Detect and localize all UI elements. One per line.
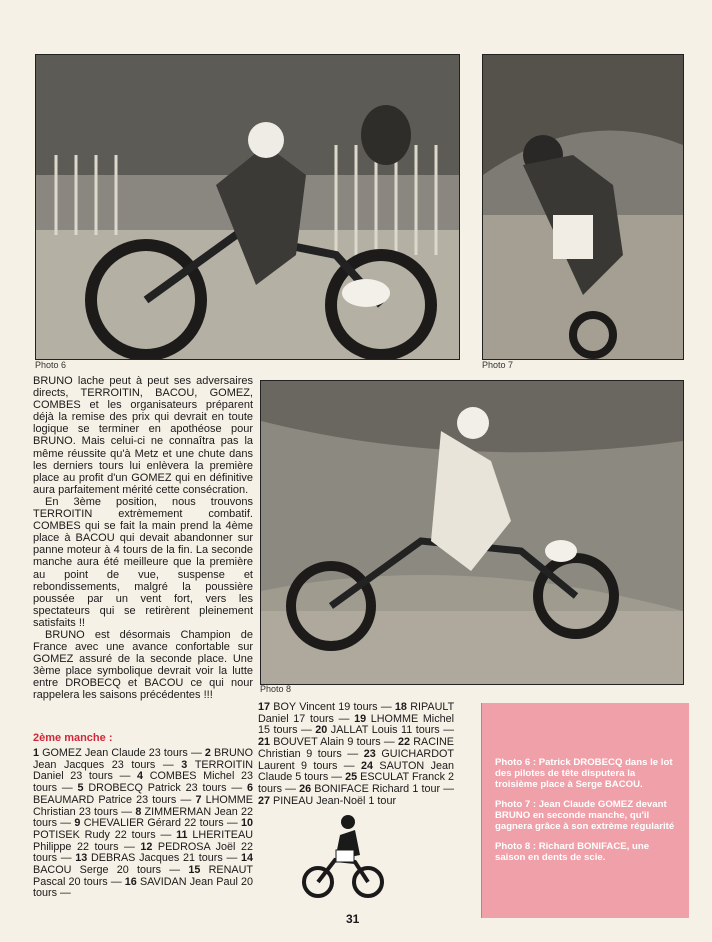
- result-entry: 25 ESCULAT Franck 2 tours —: [258, 771, 454, 795]
- result-detail: Christian 9 tours: [258, 747, 342, 760]
- result-rider-name: GUICHARDOT: [381, 747, 454, 760]
- result-rider-name: JALLAT: [330, 724, 372, 737]
- result-rider-name: PINEAU: [273, 794, 317, 807]
- photo-6: [35, 54, 460, 360]
- result-rider-name: BONIFACE: [314, 782, 372, 795]
- results-column-left: [33, 748, 253, 900]
- result-detail: Daniel 17 tours: [258, 712, 334, 725]
- result-entry: 5 DROBECQ Patrick 23 tours —: [77, 782, 247, 795]
- photo-6-label: Photo 6: [35, 360, 67, 370]
- result-entry: 7 LHOMME Christian 23 tours —: [33, 793, 253, 818]
- result-entry: 18 RIPAULT Daniel 17 tours —: [258, 701, 455, 725]
- result-position: 9: [74, 817, 84, 830]
- result-detail: Rudy 22 tours: [84, 828, 156, 841]
- result-entry: 13 DEBRAS Jacques 21 tours —: [75, 852, 241, 865]
- result-entry: 21 BOUVET Alain 9 tours —: [258, 736, 398, 749]
- result-rider-name: LHOMME: [370, 712, 423, 725]
- result-rider-name: RACINE: [413, 736, 454, 749]
- result-detail: Jean 22 tours: [33, 805, 253, 830]
- article-body: [33, 375, 253, 702]
- result-entry: 6 BEAUMARD Patrice 23 tours —: [33, 782, 253, 806]
- result-position: 20: [315, 724, 331, 737]
- result-position: 7: [195, 793, 206, 806]
- result-rider-name: POTISEK: [33, 828, 85, 841]
- result-position: 14: [241, 852, 254, 865]
- result-rider-name: BACOU: [33, 864, 80, 877]
- result-entry: 2 BRUNO Jean Jacques 23 tours —: [33, 747, 253, 771]
- result-rider-name: DROBECQ: [88, 782, 148, 795]
- result-position: 18: [394, 701, 411, 713]
- result-position: 13: [75, 852, 91, 865]
- result-rider-name: ZIMMERMAN: [144, 805, 215, 818]
- result-position: 6: [246, 782, 253, 795]
- result-detail: Richard 1 tour: [371, 782, 441, 795]
- result-position: 10: [241, 817, 254, 830]
- result-entry: 11 LHERITEAU Philippe 22 tours —: [33, 828, 253, 853]
- result-rider-name: LHERITEAU: [192, 828, 253, 841]
- result-position: 25: [345, 771, 361, 784]
- result-entry: 24 SAUTON Jean Claude 5 tours —: [258, 759, 454, 784]
- result-rider-name: BOUVET: [273, 736, 321, 749]
- result-position: 19: [354, 712, 371, 725]
- photo-8-label: Photo 8: [260, 684, 292, 694]
- result-detail: Alain 9 tours: [320, 736, 381, 749]
- result-position: 22: [397, 736, 414, 749]
- result-detail: Philippe 22 tours: [33, 840, 119, 853]
- result-position: 16: [124, 875, 140, 888]
- result-position: 23: [363, 747, 382, 760]
- result-entry: 20 JALLAT Louis 11 tours —: [315, 724, 455, 737]
- result-rider-name: BOY: [273, 701, 300, 713]
- result-rider-name: RIPAULT: [410, 701, 455, 713]
- result-position: 4: [137, 770, 150, 783]
- result-entry: 3 TERROITIN Daniel 23 tours —: [33, 758, 254, 783]
- result-entry: 16 SAVIDAN Jean Paul 20 tours —: [33, 875, 253, 900]
- result-detail: Jean Paul 20 tours: [33, 875, 253, 900]
- caption-photo-8: Photo 8 : Richard BONIFACE, une saison en dents de scie.: [495, 841, 650, 863]
- result-rider-name: RENAUT: [208, 864, 253, 877]
- result-detail: Laurent 9 tours: [258, 759, 338, 772]
- result-detail: Jean-Noël 1 tour: [316, 794, 397, 807]
- result-detail: Louis 11 tours: [371, 724, 440, 737]
- result-entry: 17 BOY Vincent 19 tours —: [258, 701, 395, 713]
- result-entry: [258, 795, 396, 807]
- result-rider-name: BRUNO: [214, 747, 253, 759]
- article-paragraph: En 3ème position, nous trouvons TERROITIN extrèmement combatif. COMBES qui se fait la main prend la 4ème place à BACOU qui devait abandonner sur panne moteur à 4 tours de la fin. La seconde manche aura été meilleure que la première au point de vue, suspense et rebondissements, malgré la poussière poussée par un vent fort, vers les spectateurs qui se retirèrent pleinement satisfaits !!: [33, 495, 253, 629]
- article-paragraph: BRUNO est désormais Champion de France avec une avance confortable sur GOMEZ assuré de la seconde place. Une 3ème place symbolique devrait voir la lutte entre DROBECQ et BACOU ce qui nour rappelera les saisons précédentes !!!: [33, 628, 253, 702]
- result-detail: Jean Claude 23 tours: [84, 747, 188, 759]
- article-paragraph: BRUNO lache peut à peut ses adversaires directs, TERROITIN, BACOU, GOMEZ, COMBES et les organisateurs préparent déjà la remise des prix qui devrait en toute logique se terminer en apothéose pour BRUNO. Mais celui-ci ne connaîtra pas la même réussite qu'à Metz et une chute dans les derniers tours lui enlèvera la première place au profit d'un GOMEZ qui en définitive aura parfaitement mérité cette consécration.: [33, 375, 253, 496]
- result-detail: Daniel 23 tours: [33, 770, 113, 783]
- result-detail: Jean Claude 5 tours: [258, 759, 454, 784]
- result-rider-name: LHOMME: [205, 793, 253, 806]
- result-rider-name: DEBRAS: [90, 852, 140, 865]
- result-detail: Jacques 21 tours: [139, 852, 223, 865]
- result-entry: 8 ZIMMERMAN Jean 22 tours —: [33, 805, 253, 830]
- result-rider-name: ESCULAT: [360, 771, 412, 784]
- result-position: 3: [181, 758, 195, 771]
- result-detail: Michel 15 tours: [258, 712, 455, 737]
- result-rider-name: PEDROSA: [157, 840, 216, 853]
- result-entry: 22 RACINE Christian 9 tours —: [258, 736, 454, 760]
- caption-panel: [481, 703, 689, 918]
- result-entry: 15 RENAUT Pascal 20 tours —: [33, 864, 253, 888]
- result-position: 15: [188, 864, 209, 877]
- result-entry: 19 LHOMME Michel 15 tours —: [258, 712, 455, 737]
- result-rider-name: BEAUMARD: [33, 793, 99, 806]
- result-position: 27: [258, 794, 274, 807]
- result-rider-name: COMBES: [149, 770, 204, 783]
- result-detail: Vincent 19 tours: [299, 701, 378, 713]
- result-detail: Pascal 20 tours: [33, 875, 108, 888]
- caption-photo-7: Photo 7 : Jean Claude GOMEZ devant BRUNO en seconde manche, qu'il gagnera grâce à son extrème régularité: [495, 799, 675, 832]
- result-detail: Patrice 23 tours: [98, 793, 177, 806]
- result-position: 12: [140, 840, 158, 853]
- result-rider-name: GOMEZ: [42, 747, 85, 759]
- result-position: 5: [77, 782, 89, 795]
- result-detail: Patrick 23 tours: [147, 782, 227, 795]
- results-column-right: [258, 702, 454, 807]
- result-entry: 9 CHEVALIER Gérard 22 tours —: [74, 817, 241, 830]
- result-detail: Gérard 22 tours: [147, 817, 224, 830]
- photo-7-image: [483, 55, 683, 359]
- result-position: 24: [360, 759, 380, 772]
- result-detail: Michel 23 tours: [33, 770, 253, 795]
- result-rider-name: TERROITIN: [194, 758, 254, 771]
- result-detail: Christian 23 tours: [33, 805, 119, 818]
- result-entry: 12 PEDROSA Joël 22 tours —: [33, 840, 253, 865]
- result-entry: 1 GOMEZ Jean Claude 23 tours —: [33, 747, 205, 759]
- result-detail: Serge 20 tours: [79, 864, 161, 877]
- result-entry: 14 BACOU Serge 20 tours —: [33, 852, 254, 877]
- result-position: 17: [258, 701, 274, 713]
- photo-8: [260, 380, 684, 685]
- result-rider-name: SAVIDAN: [139, 875, 190, 888]
- result-position: 26: [299, 782, 315, 795]
- result-position: 11: [176, 828, 193, 841]
- photo-6-image: [36, 55, 459, 359]
- result-rider-name: SAUTON: [379, 759, 431, 772]
- photo-8-image: [261, 381, 683, 684]
- photo-7: [482, 54, 684, 360]
- rider-illustration: [300, 810, 385, 900]
- result-position: 21: [258, 736, 274, 749]
- photo-7-label: Photo 7: [482, 360, 514, 370]
- result-detail: Joël 22 tours: [33, 840, 253, 865]
- result-entry: 10 POTISEK Rudy 22 tours —: [33, 817, 254, 841]
- result-rider-name: CHEVALIER: [83, 817, 148, 830]
- result-detail: Jean Jacques 23 tours: [33, 758, 156, 771]
- result-detail: Franck 2 tours: [258, 771, 454, 795]
- result-entry: 23 GUICHARDOT Laurent 9 tours —: [258, 747, 454, 772]
- result-entry: 26 BONIFACE Richard 1 tour —: [299, 782, 455, 795]
- page-number: 31: [346, 912, 360, 926]
- result-position: 8: [135, 805, 145, 818]
- results-title: 2ème manche :: [33, 732, 113, 744]
- caption-photo-6: Photo 6 : Patrick DROBECQ dans le lot des pilotes de tête disputera la troisième place à Serge BACOU.: [495, 757, 673, 790]
- result-position: 1: [33, 747, 43, 759]
- caption-panel-text: [495, 757, 677, 872]
- result-entry: 4 COMBES Michel 23 tours —: [33, 770, 253, 795]
- result-position: 2: [204, 747, 214, 759]
